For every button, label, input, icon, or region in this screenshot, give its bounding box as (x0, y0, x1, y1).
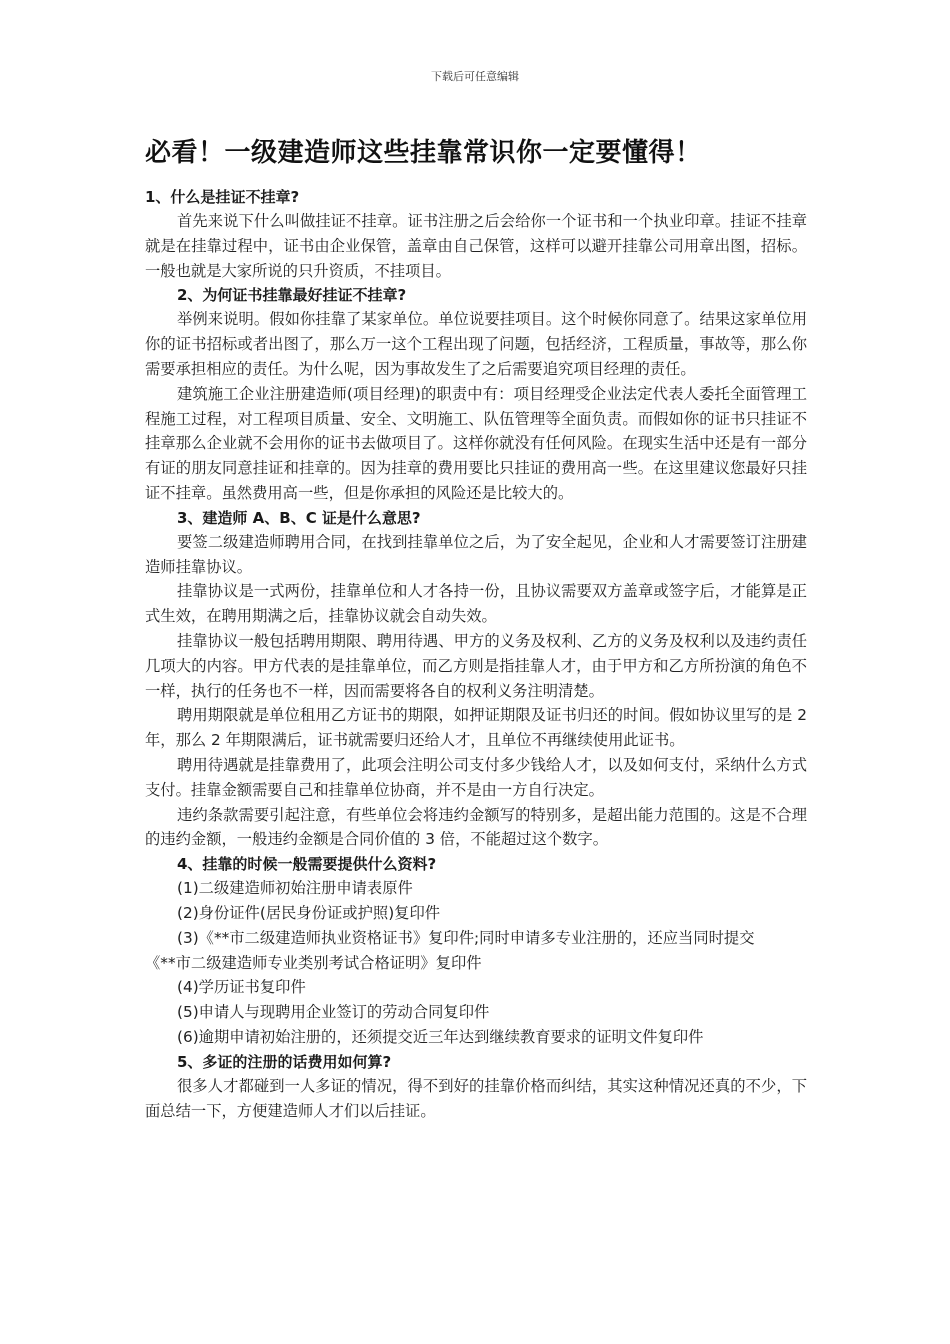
list-item-continuation: 《**市二级建造师专业类别考试合格证明》复印件 (145, 953, 482, 972)
section-3-paragraph-1: 要签二级建造师聘用合同，在找到挂靠单位之后，为了安全起见，企业和人才需要签订注册建造师挂靠协议。 (145, 532, 807, 576)
section-3-paragraph-5: 聘用待遇就是挂靠费用了，此项会注明公司支付多少钱给人才，以及如何支付，采纳什么方式支付。挂靠金额需要自己和挂靠单位协商，并不是由一方自行决定。 (145, 755, 807, 799)
section-3-paragraph-2: 挂靠协议是一式两份，挂靠单位和人才各持一份，且协议需要双方盖章或签字后，才能算是正式生效，在聘用期满之后，挂靠协议就会自动失效。 (145, 582, 807, 626)
section-3-paragraph-3: 挂靠协议一般包括聘用期限、聘用待遇、甲方的义务及权利、乙方的义务及权利以及违约责任几项大的内容。甲方代表的是挂靠单位，而乙方则是指挂靠人才，由于甲方和乙方所扮演的角色不一样，执行的任务也不一样，因而需要将各自的权利义务注明清楚。 (145, 631, 807, 700)
list-item: (3)《**市二级建造师执业资格证书》复印件;同时申请多专业注册的，还应当同时提交 (177, 928, 755, 947)
section-5-heading: 5、多证的注册的话费用如何算? (177, 1052, 392, 1071)
section-1-paragraph: 首先来说下什么叫做挂证不挂章。证书注册之后会给你一个证书和一个执业印章。挂证不挂章就是在挂靠过程中，证书由企业保管，盖章由自己保管，这样可以避开挂靠公司用章出图，招标。一般也就是大家所说的只升资质，不挂项目。 (145, 212, 807, 280)
section-5-paragraph: 很多人才都碰到一人多证的情况，得不到好的挂靠价格而纠结，其实这种情况还真的不少，下面总结一下，方便建造师人才们以后挂证。 (145, 1076, 807, 1120)
article (145, 135, 807, 1123)
list-item: (1)二级建造师初始注册申请表原件 (177, 879, 413, 898)
section-3-paragraph-4: 聘用期限就是单位租用乙方证书的期限，如押证期限及证书归还的时间。假如协议里写的是 2 年，那么 2 年期限满后，证书就需要归还给人才，且单位不再继续使用此证书。 (145, 706, 807, 750)
list-item: (6)逾期申请初始注册的，还须提交近三年达到继续教育要求的证明文件复印件 (177, 1027, 704, 1046)
section-3-heading: 3、建造师 A、B、C 证是什么意思? (177, 508, 421, 527)
list-item: (5)申请人与现聘用企业签订的劳动合同复印件 (177, 1003, 490, 1022)
list-item: (4)学历证书复印件 (177, 978, 306, 997)
page-header-note: 下载后可任意编辑 (431, 70, 519, 83)
section-2-heading: 2、为何证书挂靠最好挂证不挂章? (177, 286, 407, 305)
list-item: (2)身份证件(居民身份证或护照)复印件 (177, 903, 441, 922)
section-3-paragraph-6: 违约条款需要引起注意，有些单位会将违约金额写的特别多，是超出能力范围的。这是不合理的违约金额，一般违约金额是合同价值的 3 倍，不能超过这个数字。 (145, 805, 807, 849)
article-title: 必看！一级建造师这些挂靠常识你一定要懂得！ (145, 138, 702, 168)
section-2-paragraph-2: 建筑施工企业注册建造师(项目经理)的职责中有：项目经理受企业法定代表人委托全面管理工程施工过程，对工程项目质量、安全、文明施工、队伍管理等全面负责。而假如你的证书只挂证不挂章那么企业就不会用你的证书去做项目了。这样你就没有任何风险。在现实生活中还是有一部分有证的朋友同意挂证和挂章的。因为挂章的费用要比只挂证的费用高一些。在这里建议您最好只挂证不挂章。虽然费用高一些，但是你承担的风险还是比较大的。 (145, 384, 807, 502)
section-1-heading: 1、什么是挂证不挂章? (145, 188, 300, 206)
section-4-heading: 4、挂靠的时候一般需要提供什么资料? (177, 855, 437, 874)
section-2-paragraph-1: 举例来说明。假如你挂靠了某家单位。单位说要挂项目。这个时候你同意了。结果这家单位用你的证书招标或者出图了，那么万一这个工程出现了问题，包括经济，工程质量，事故等，那么你需要承担相应的责任。为什么呢，因为事故发生了之后需要追究项目经理的责任。 (145, 310, 807, 378)
